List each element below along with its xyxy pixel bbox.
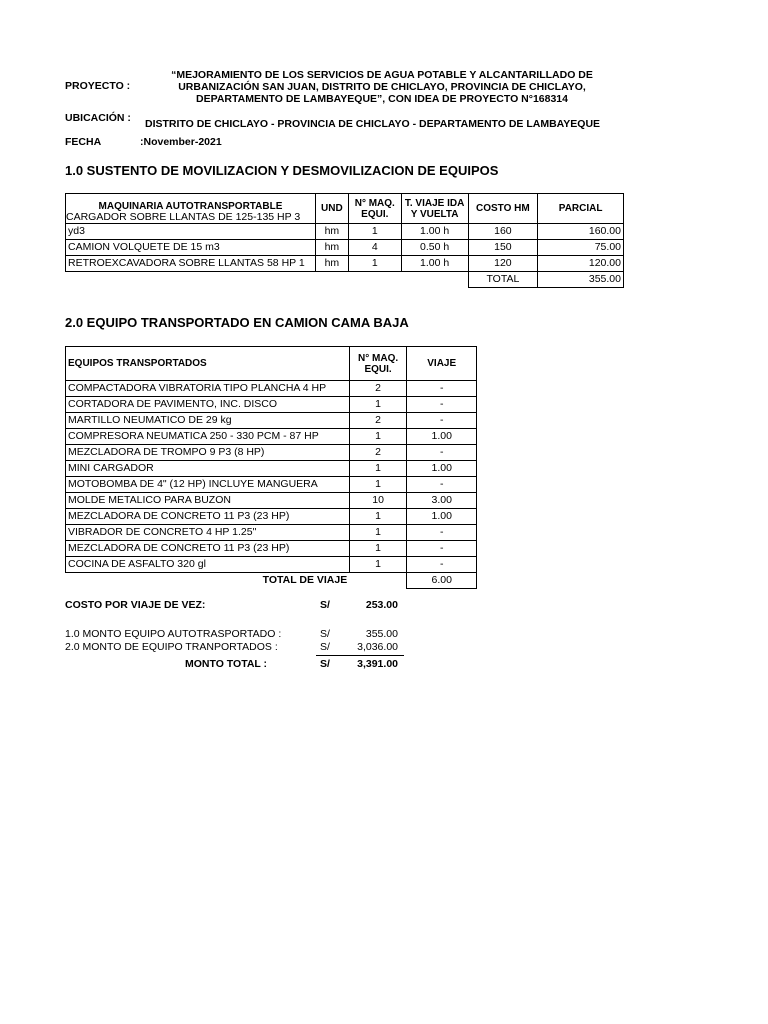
total-row xyxy=(66,573,477,589)
table-row xyxy=(66,461,477,477)
header-num-maq-line1: N° MAQ. xyxy=(358,352,399,364)
row-num: 1 xyxy=(349,429,407,445)
row-num: 1 xyxy=(349,541,407,557)
row-num: 1 xyxy=(349,397,407,413)
table-row xyxy=(66,256,624,272)
row-num: 10 xyxy=(349,493,407,509)
table-row xyxy=(66,429,477,445)
header-num-maq-line2: EQUI. xyxy=(364,363,392,375)
monto-total-currency: S/ xyxy=(320,658,330,670)
row-desc: COCINA DE ASFALTO 320 gl xyxy=(66,557,350,573)
header-viaje-line2: Y VUELTA xyxy=(410,208,459,220)
row-desc: MOLDE METALICO PARA BUZON xyxy=(66,493,350,509)
table-header-row xyxy=(66,194,624,224)
header-maquinaria xyxy=(66,194,316,224)
row-viaje: - xyxy=(407,445,477,461)
header-parcial: PARCIAL xyxy=(538,194,624,224)
row-costo: 120 xyxy=(468,256,538,272)
monto2-currency: S/ xyxy=(320,641,330,653)
row-viaje: - xyxy=(407,477,477,493)
costo-viaje-label: COSTO POR VIAJE DE VEZ: xyxy=(65,599,206,611)
header-num-maq xyxy=(349,347,407,381)
row-viaje: - xyxy=(407,525,477,541)
fecha-label: FECHA xyxy=(65,136,102,148)
row-num: 1 xyxy=(348,224,401,240)
proyecto-label: PROYECTO : xyxy=(65,80,131,92)
header-num-maq-line2: EQUI. xyxy=(361,208,389,220)
row-costo: 150 xyxy=(468,240,538,256)
header-maquinaria-text: MAQUINARIA AUTOTRANSPORTABLE xyxy=(98,201,283,212)
monto1-value: 355.00 xyxy=(365,628,398,640)
row-desc: MEZCLADORA DE CONCRETO 11 P3 (23 HP) xyxy=(66,541,350,557)
header-equipos: EQUIPOS TRANSPORTADOS xyxy=(66,347,350,381)
table-row xyxy=(66,224,624,240)
row-desc: MARTILLO NEUMATICO DE 29 kg xyxy=(66,413,350,429)
monto-total-value: 3,391.00 xyxy=(357,658,398,670)
table-row xyxy=(66,541,477,557)
section2-title: 2.0 EQUIPO TRANSPORTADO EN CAMION CAMA BAJA xyxy=(65,315,409,330)
transportados-table xyxy=(65,346,477,589)
total-row xyxy=(66,272,624,288)
row-num: 1 xyxy=(349,557,407,573)
project-title-line-2: URBANIZACIÓN SAN JUAN, DISTRITO DE CHICLAYO, PROVINCIA DE CHICLAYO, xyxy=(178,81,586,93)
header-num-maq xyxy=(348,194,401,224)
section1-title: 1.0 SUSTENTO DE MOVILIZACION Y DESMOVILIZACION DE EQUIPOS xyxy=(65,163,499,178)
ubicacion-label: UBICACIÓN : xyxy=(65,112,131,124)
ubicacion-value: DISTRITO DE CHICLAYO - PROVINCIA DE CHICLAYO - DEPARTAMENTO DE LAMBAYEQUE xyxy=(145,118,601,130)
costo-viaje-currency: S/ xyxy=(320,599,330,611)
row-viaje: - xyxy=(407,397,477,413)
row-desc: RETROEXCAVADORA SOBRE LLANTAS 58 HP 1 xyxy=(66,256,316,272)
fecha-value: :November-2021 xyxy=(140,136,222,148)
table-row xyxy=(66,240,624,256)
table-row xyxy=(66,557,477,573)
monto1-currency: S/ xyxy=(320,628,330,640)
row-num: 4 xyxy=(348,240,401,256)
total-viaje-value: 6.00 xyxy=(407,573,477,589)
header-num-maq-line1: N° MAQ. xyxy=(354,197,395,209)
table-row xyxy=(66,509,477,525)
row-num: 1 xyxy=(349,461,407,477)
total-value: 355.00 xyxy=(538,272,624,288)
total-viaje-label-text: TOTAL DE VIAJE xyxy=(262,574,348,587)
row-parcial: 75.00 xyxy=(538,240,624,256)
table-row xyxy=(66,397,477,413)
table-row xyxy=(66,477,477,493)
row-viaje: 1.00 xyxy=(407,509,477,525)
row-desc: yd3 xyxy=(66,224,316,240)
row-costo: 160 xyxy=(468,224,538,240)
table-row xyxy=(66,413,477,429)
table-row xyxy=(66,445,477,461)
table-header-row xyxy=(66,347,477,381)
monto2-value: 3,036.00 xyxy=(357,641,398,653)
row-und: hm xyxy=(315,256,348,272)
row-desc: COMPRESORA NEUMATICA 250 - 330 PCM - 87 HP xyxy=(66,429,350,445)
total-label: TOTAL xyxy=(468,272,538,288)
row-parcial: 160.00 xyxy=(538,224,624,240)
project-title-line-1: “MEJORAMIENTO DE LOS SERVICIOS DE AGUA POTABLE Y ALCANTARILLADO DE xyxy=(171,69,593,81)
row-viaje: - xyxy=(407,541,477,557)
costo-viaje-value: 253.00 xyxy=(365,599,398,611)
project-title xyxy=(152,69,612,105)
monto1-label: 1.0 MONTO EQUIPO AUTOTRASPORTADO : xyxy=(65,628,282,640)
row-desc: CAMION VOLQUETE DE 15 m3 xyxy=(66,240,316,256)
row-desc: MOTOBOMBA DE 4" (12 HP) INCLUYE MANGUERA xyxy=(66,477,350,493)
table-row xyxy=(66,381,477,397)
row-viaje: 1.00 h xyxy=(401,256,468,272)
row-num: 1 xyxy=(349,525,407,541)
header-viaje-line1: T. VIAJE IDA xyxy=(404,197,465,209)
project-title-line-3: DEPARTAMENTO DE LAMBAYEQUE”, CON IDEA DE PROYECTO N°168314 xyxy=(196,93,568,105)
total-viaje-label xyxy=(66,573,350,589)
row-parcial: 120.00 xyxy=(538,256,624,272)
row-viaje: - xyxy=(407,381,477,397)
row-num: 1 xyxy=(349,509,407,525)
header-costo: COSTO HM xyxy=(468,194,538,224)
row-desc: VIBRADOR DE CONCRETO 4 HP 1.25" xyxy=(66,525,350,541)
sum-divider xyxy=(316,655,404,656)
row-desc: MEZCLADORA DE CONCRETO 11 P3 (23 HP) xyxy=(66,509,350,525)
table-row xyxy=(66,525,477,541)
row-num: 2 xyxy=(349,445,407,461)
row-viaje: 1.00 h xyxy=(401,224,468,240)
row-desc: MINI CARGADOR xyxy=(66,461,350,477)
header-viaje: VIAJE xyxy=(407,347,477,381)
row-und: hm xyxy=(315,224,348,240)
row-desc: MEZCLADORA DE TROMPO 9 P3 (8 HP) xyxy=(66,445,350,461)
row-und: hm xyxy=(315,240,348,256)
table-row xyxy=(66,493,477,509)
row-desc: COMPACTADORA VIBRATORIA TIPO PLANCHA 4 HP xyxy=(66,381,350,397)
autotransportable-table xyxy=(65,193,624,288)
row-viaje: 0.50 h xyxy=(401,240,468,256)
first-row-desc-top: CARGADOR SOBRE LLANTAS DE 125-135 HP 3 xyxy=(66,212,301,223)
row-num: 1 xyxy=(348,256,401,272)
header-viaje xyxy=(401,194,468,224)
monto-total-label: MONTO TOTAL : xyxy=(185,658,268,670)
monto2-label: 2.0 MONTO DE EQUIPO TRANPORTADOS : xyxy=(65,641,278,653)
row-viaje: 3.00 xyxy=(407,493,477,509)
row-viaje: 1.00 xyxy=(407,429,477,445)
row-num: 1 xyxy=(349,477,407,493)
row-viaje: - xyxy=(407,413,477,429)
row-num: 2 xyxy=(349,413,407,429)
row-viaje: 1.00 xyxy=(407,461,477,477)
row-desc: CORTADORA DE PAVIMENTO, INC. DISCO xyxy=(66,397,350,413)
header-und: UND xyxy=(315,194,348,224)
row-viaje: - xyxy=(407,557,477,573)
row-num: 2 xyxy=(349,381,407,397)
